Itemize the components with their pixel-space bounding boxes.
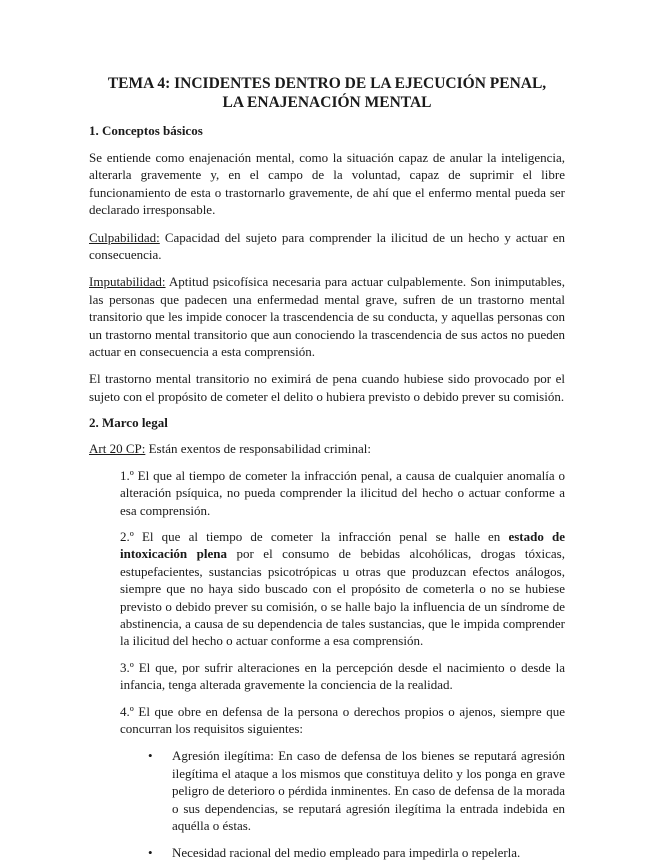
article-item-4: 4.º El que obre en defensa de la persona o derechos propios o ajenos, siempre que concurran los requisitos siguientes:	[120, 703, 565, 736]
imputabilidad-text: Aptitud psicofísica necesaria para actuar culpablemente. Son inimputables, las personas que padecen una enfermedad mental grave, sufren de un trastorno mental transitorio que les impide conocer la trascendencia de su conducta, y aquellas personas con un trastorno mental transitorio que aun conociendo la trascendencia de sus actos no pueden actuar en consecuencia a esta comprensión.	[89, 274, 565, 360]
culpabilidad-paragraph	[89, 229, 565, 264]
article-item-2-end: por el consumo de bebidas alcohólicas, drogas tóxicas, estupefacientes, sustancias psicotrópicas u otras que produzcan efectos análogos, siempre que no haya sido buscado con el propósito de cometerla o no se hubiese previsto o debido prever su comisión, o se halle bajo la influencia de un síndrome de abstinencia, a causa de su dependencia de tales sustancias, que le impida comprender la ilicitud del hecho o actuar conforme a esa comprensión.	[120, 546, 565, 649]
culpabilidad-term: Culpabilidad:	[89, 229, 160, 245]
article-item-2	[120, 528, 565, 650]
imputabilidad-term: Imputabilidad:	[89, 274, 166, 290]
bullet-icon: •	[148, 748, 153, 764]
culpabilidad-text: Capacidad del sujeto para comprender la ilicitud de un hecho y actuar en consecuencia.	[89, 229, 565, 263]
section-2-heading: 2. Marco legal	[89, 415, 168, 431]
list-item	[120, 747, 565, 834]
requisitos-list	[89, 747, 565, 861]
article-item-2-start: 2.º El que al tiempo de cometer la infracción penal se halle en	[120, 528, 509, 544]
list-item-text: Necesidad racional del medio empleado para impedirla o repelerla.	[172, 845, 521, 861]
imputabilidad-paragraph	[89, 273, 565, 360]
title-line-1: TEMA 4: INCIDENTES DENTRO DE LA EJECUCIÓN PENAL,	[107, 75, 547, 92]
bullet-icon: •	[148, 845, 153, 861]
trastorno-paragraph: El trastorno mental transitorio no eximirá de pena cuando hubiese sido provocado por el sujeto con el propósito de cometer el delito o hubiera previsto o debido prever su comisión.	[89, 371, 565, 404]
article-item-3: 3.º El que, por sufrir alteraciones en la percepción desde el nacimiento o desde la infancia, tenga alterada gravemente la conciencia de la realidad.	[120, 659, 565, 693]
list-item	[120, 844, 565, 861]
title-line-2: LA ENAJENACIÓN MENTAL	[222, 94, 432, 111]
document-page	[89, 74, 565, 862]
article-reference: Art 20 CP:	[89, 441, 146, 457]
intro-paragraph: Se entiende como enajenación mental, como la situación capaz de anular la inteligencia, alterarla gravemente y, en el campo de la voluntad, capaz de suprimir el libre funcionamiento de esta o trastornarlo gravemente, de ahí que el enfermo mental pueda ser declarado irresponsable.	[89, 150, 565, 218]
article-item-1: 1.º El que al tiempo de cometer la infracción penal, a causa de cualquier anomalía o alteración psíquica, no pueda comprender la ilicitud del hecho o actuar conforme a esa comprensión.	[120, 467, 565, 518]
section-1-heading: 1. Conceptos básicos	[89, 123, 203, 138]
article-paragraph	[89, 440, 565, 457]
list-item-text: Agresión ilegítima: En caso de defensa de los bienes se reputará agresión ilegítima el ataque a los mismos que constituya delito y los ponga en grave peligro de deterioro o pérdida inminentes. En caso de defensa de la morada o sus dependencias, se reputará agresión ilegítima la entrada indebida en aquélla o éstas.	[172, 748, 565, 833]
article-text: Están exentos de responsabilidad criminal:	[145, 441, 371, 457]
article-item-2-bold: estado de intoxicación plena	[120, 528, 566, 562]
document-title	[89, 74, 565, 112]
